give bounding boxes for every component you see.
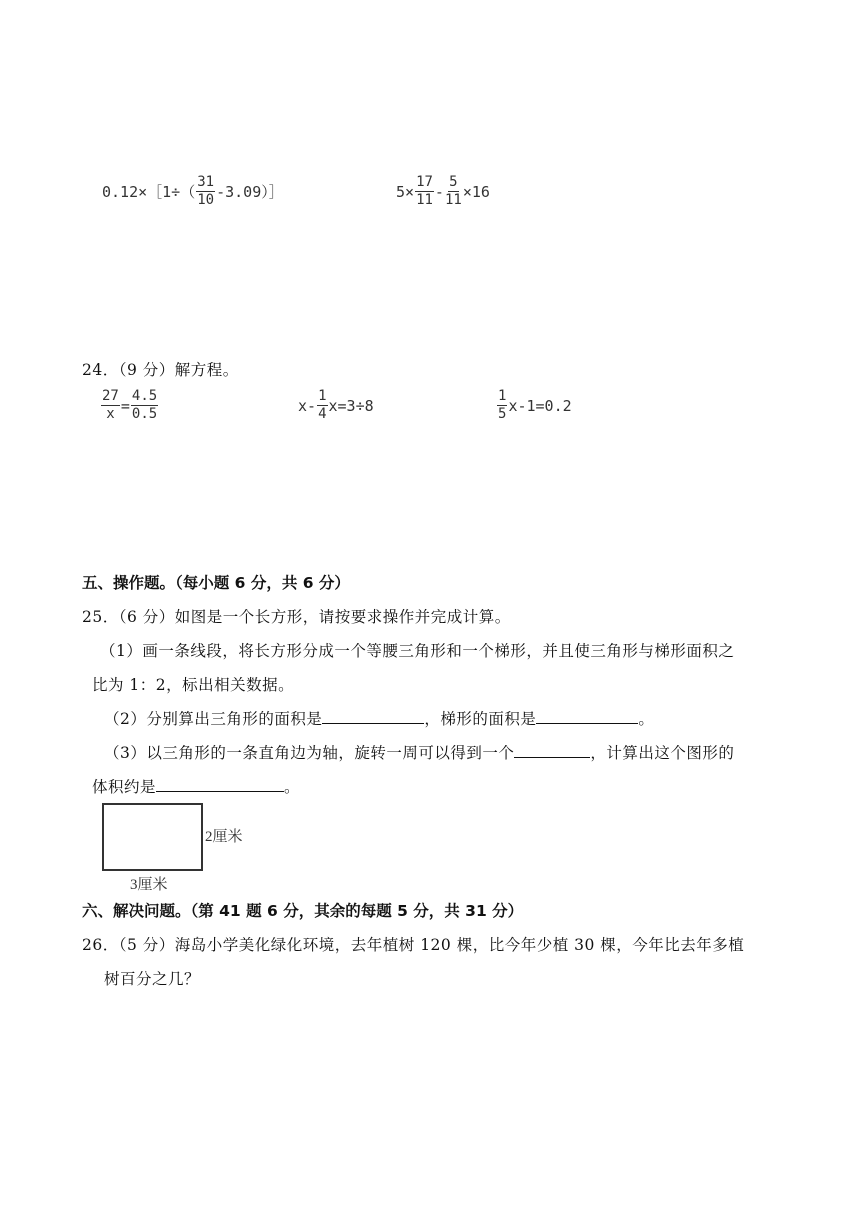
fraction-denominator: 4 [318, 406, 327, 422]
answer-blank-trapezoid-area[interactable] [536, 709, 638, 724]
q25-part2-text-c: 。 [638, 710, 655, 728]
fraction-denominator: 11 [444, 192, 462, 208]
section6-heading: 六、解决问题。（第 41 题 6 分，其余的每题 5 分，共 31 分） [82, 902, 524, 920]
fraction-denominator: 10 [197, 192, 215, 208]
fraction-numerator: 1 [498, 388, 507, 404]
fraction-numerator: 4.5 [131, 388, 158, 404]
fraction-numerator: 5 [449, 174, 458, 190]
q25-part4-text-a: 体积约是 [92, 778, 157, 796]
q25-part2-text-b: ，梯形的面积是 [424, 710, 537, 728]
q23-expr2-tail: ×16 [462, 182, 490, 201]
q23-expr1-prefix: 0.12×［1÷（ [102, 183, 196, 201]
fraction-denominator: x [106, 406, 115, 422]
answer-blank-triangle-area[interactable] [322, 709, 424, 724]
q24-equation-3 [496, 389, 572, 422]
section5-heading: 五、操作题。（每小题 6 分，共 6 分） [82, 574, 350, 592]
q25-part4 [92, 775, 300, 797]
q24-eq3-fraction [497, 389, 507, 422]
q24-eq3-tail: x-1=0.2 [508, 396, 572, 415]
q23-expression-1 [102, 175, 284, 208]
answer-blank-solid-shape[interactable] [514, 743, 590, 758]
fraction-numerator: 17 [416, 174, 433, 190]
q23-expression-2 [396, 175, 490, 208]
q24-eq1-fraction-1 [101, 389, 120, 422]
q25-part1-line1: （1）画一条线段，将长方形分成一个等腰三角形和一个梯形，并且使三角形与梯形面积之 [100, 642, 735, 660]
fraction-denominator: 0.5 [131, 406, 158, 422]
q23-expr2-fraction-2 [445, 175, 462, 208]
q23-expr1-fraction [196, 175, 215, 208]
q23-expr2-minus: - [434, 182, 444, 201]
q24-equation-2 [298, 389, 374, 422]
q25-part2 [104, 707, 654, 729]
fraction-denominator: 11 [416, 192, 433, 208]
q24-eq1-fraction-2 [131, 389, 158, 422]
q25-title: 25．（6 分）如图是一个长方形，请按要求操作并完成计算。 [82, 608, 511, 626]
q26-line2: 树百分之几？ [104, 970, 201, 988]
q25-part3 [104, 741, 734, 763]
q25-part3-text-b: ，计算出这个图形的 [590, 744, 735, 762]
rectangle-width-label: 3厘米 [130, 877, 168, 893]
q24-eq2-tail: x=3÷8 [328, 396, 374, 415]
q23-expr1-suffix: -3.09）］ [216, 183, 284, 201]
q25-part3-text-a: （3）以三角形的一条直角边为轴，旋转一周可以得到一个 [104, 744, 515, 762]
q25-part4-text-b: 。 [284, 778, 301, 796]
fraction-denominator: 5 [498, 406, 507, 422]
fraction-numerator: 1 [318, 388, 327, 404]
q24-eq2-lead: x- [298, 396, 317, 415]
rectangle-height-label: 2厘米 [205, 829, 243, 845]
answer-blank-volume[interactable] [156, 777, 284, 792]
fraction-numerator: 27 [102, 388, 119, 404]
fraction-numerator: 31 [197, 174, 215, 190]
q24-equation-1 [100, 389, 159, 422]
q23-expr2-fraction-1 [415, 175, 434, 208]
q24-eq2-fraction [317, 389, 327, 422]
q23-expr2-lead: 5× [396, 182, 415, 201]
q24-eq1-equals: = [120, 396, 130, 415]
rectangle-figure [102, 803, 203, 871]
q25-part2-text-a: （2）分别算出三角形的面积是 [104, 710, 323, 728]
q24-title: 24．（9 分）解方程。 [82, 361, 239, 379]
q25-part1-line2: 比为 1：2，标出相关数据。 [92, 676, 295, 694]
q26-line1: 26．（5 分）海岛小学美化绿化环境，去年植树 120 棵，比今年少植 30 棵，今年比去年多植 [82, 936, 745, 954]
